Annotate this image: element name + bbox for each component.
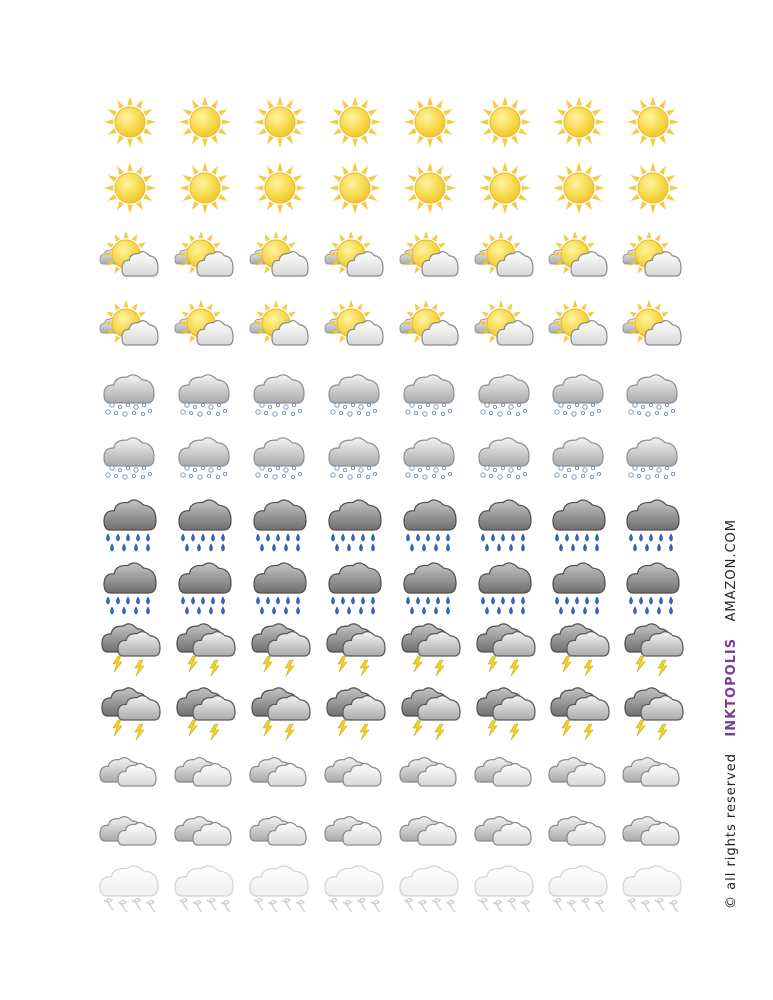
rain-cloud-icon: [323, 494, 387, 558]
thunderstorm-icon: [323, 620, 387, 684]
sun-icon: [547, 92, 611, 156]
thunderstorm-icon: [323, 684, 387, 748]
thunderstorm-icon: [248, 620, 312, 684]
thunderstorm-icon: [248, 684, 312, 748]
snow-cloud-icon: [98, 367, 162, 431]
snow-cloud-icon: [547, 367, 611, 431]
partly-cloudy-icon: [473, 228, 537, 292]
snow-cloud-icon: [473, 430, 537, 494]
sun-icon: [323, 158, 387, 222]
partly-cloudy-icon: [248, 228, 312, 292]
partly-cloudy-icon: [98, 228, 162, 292]
thunderstorm-icon: [547, 620, 611, 684]
partly-cloudy-icon: [248, 297, 312, 361]
cloudy-icon: [98, 748, 162, 812]
rain-cloud-icon: [473, 557, 537, 621]
partly-cloudy-icon: [98, 297, 162, 361]
thunderstorm-icon: [547, 684, 611, 748]
rain-cloud-icon: [398, 557, 462, 621]
brand-name: INKTOPOLIS: [723, 637, 739, 737]
partly-cloudy-icon: [173, 228, 237, 292]
snow-cloud-icon: [547, 430, 611, 494]
sun-icon: [173, 92, 237, 156]
snow-cloud-icon: [398, 367, 462, 431]
sun-icon: [621, 158, 685, 222]
rain-cloud-icon: [621, 557, 685, 621]
snow-cloud-icon: [323, 367, 387, 431]
partly-cloudy-icon: [547, 297, 611, 361]
sun-icon: [547, 158, 611, 222]
partly-cloudy-icon: [547, 228, 611, 292]
cloudy-icon: [248, 748, 312, 812]
sun-icon: [398, 92, 462, 156]
partly-cloudy-icon: [473, 297, 537, 361]
cloudy-icon: [547, 748, 611, 812]
sun-icon: [621, 92, 685, 156]
sun-icon: [248, 92, 312, 156]
sun-icon: [323, 92, 387, 156]
windy-cloud-icon: [173, 860, 237, 924]
rain-cloud-icon: [173, 557, 237, 621]
snow-cloud-icon: [173, 430, 237, 494]
snow-cloud-icon: [621, 367, 685, 431]
partly-cloudy-icon: [398, 297, 462, 361]
sun-icon: [473, 158, 537, 222]
partly-cloudy-icon: [621, 228, 685, 292]
thunderstorm-icon: [98, 620, 162, 684]
windy-cloud-icon: [621, 860, 685, 924]
partly-cloudy-icon: [323, 228, 387, 292]
sun-icon: [248, 158, 312, 222]
cloudy-icon: [323, 748, 387, 812]
sun-icon: [173, 158, 237, 222]
rain-cloud-icon: [547, 494, 611, 558]
windy-cloud-icon: [248, 860, 312, 924]
snow-cloud-icon: [621, 430, 685, 494]
rain-cloud-icon: [621, 494, 685, 558]
snow-cloud-icon: [323, 430, 387, 494]
thunderstorm-icon: [173, 684, 237, 748]
thunderstorm-icon: [173, 620, 237, 684]
rain-cloud-icon: [248, 557, 312, 621]
snow-cloud-icon: [473, 367, 537, 431]
cloudy-icon: [398, 748, 462, 812]
website-text: AMAZON.COM: [723, 519, 739, 622]
rain-cloud-icon: [98, 494, 162, 558]
thunderstorm-icon: [621, 620, 685, 684]
rain-cloud-icon: [473, 494, 537, 558]
cloudy-icon: [473, 748, 537, 812]
thunderstorm-icon: [473, 684, 537, 748]
windy-cloud-icon: [398, 860, 462, 924]
rain-cloud-icon: [173, 494, 237, 558]
partly-cloudy-icon: [398, 228, 462, 292]
snow-cloud-icon: [248, 430, 312, 494]
copyright-text: © all rights reserved: [723, 752, 739, 909]
thunderstorm-icon: [621, 684, 685, 748]
snow-cloud-icon: [173, 367, 237, 431]
windy-cloud-icon: [98, 860, 162, 924]
snow-cloud-icon: [248, 367, 312, 431]
sun-icon: [398, 158, 462, 222]
thunderstorm-icon: [398, 684, 462, 748]
partly-cloudy-icon: [323, 297, 387, 361]
sun-icon: [473, 92, 537, 156]
windy-cloud-icon: [547, 860, 611, 924]
partly-cloudy-icon: [173, 297, 237, 361]
sun-icon: [98, 158, 162, 222]
windy-cloud-icon: [323, 860, 387, 924]
cloudy-icon: [173, 748, 237, 812]
rain-cloud-icon: [398, 494, 462, 558]
partly-cloudy-icon: [621, 297, 685, 361]
rain-cloud-icon: [547, 557, 611, 621]
snow-cloud-icon: [98, 430, 162, 494]
windy-cloud-icon: [473, 860, 537, 924]
sun-icon: [98, 92, 162, 156]
rain-cloud-icon: [98, 557, 162, 621]
thunderstorm-icon: [398, 620, 462, 684]
rain-cloud-icon: [323, 557, 387, 621]
cloudy-icon: [621, 748, 685, 812]
thunderstorm-icon: [98, 684, 162, 748]
snow-cloud-icon: [398, 430, 462, 494]
rain-cloud-icon: [248, 494, 312, 558]
thunderstorm-icon: [473, 620, 537, 684]
